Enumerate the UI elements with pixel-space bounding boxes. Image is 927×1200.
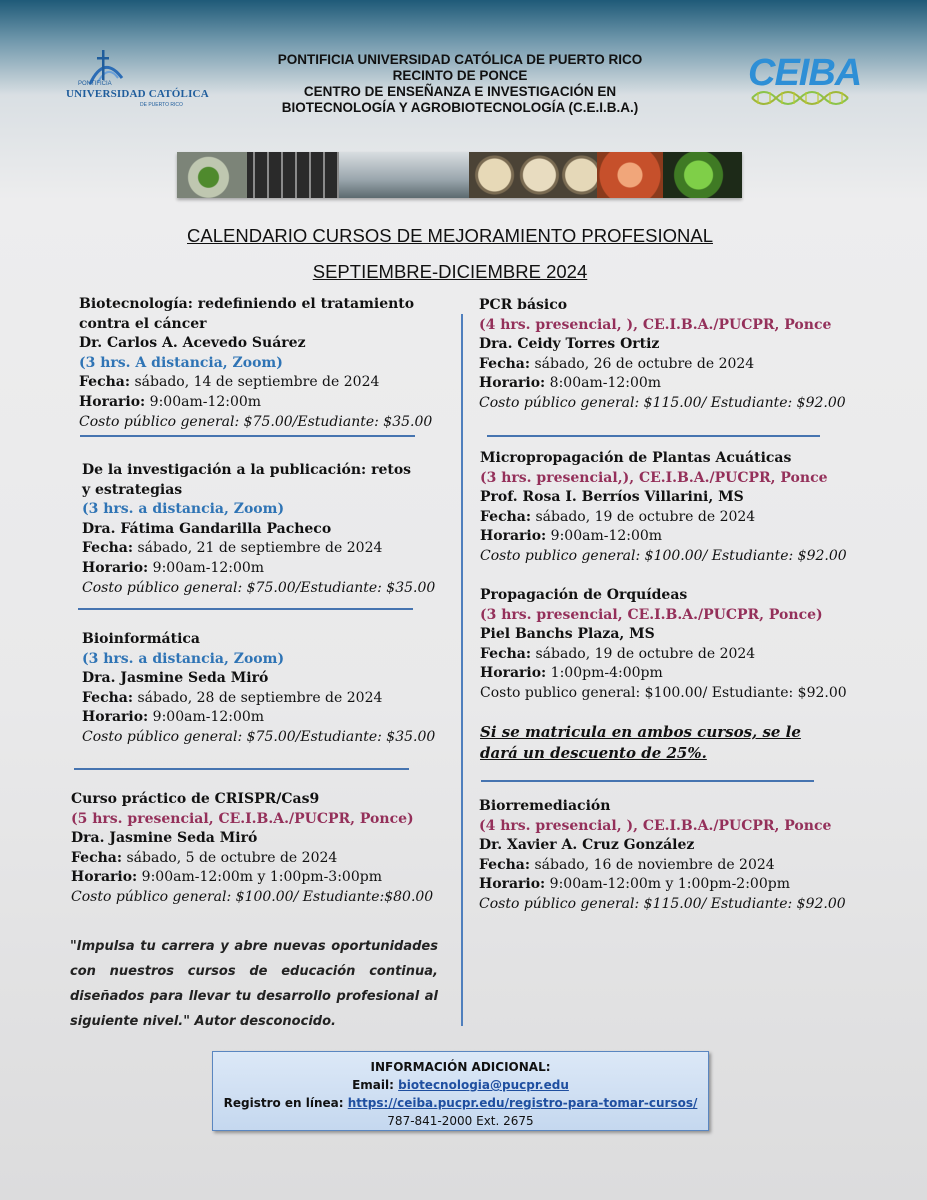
course-date: Fecha: sábado, 21 de septiembre de 2024 — [82, 540, 383, 557]
course-cost: Costo publico general: $100.00/ Estudiante: $92.00 — [480, 684, 847, 701]
test-tubes-photo — [339, 152, 469, 198]
gel-photo — [247, 152, 339, 198]
course-cost: Costo público general: $100.00/ Estudiante:$80.00 — [71, 888, 434, 905]
course-divider — [80, 435, 415, 437]
info-registro-row: Registro en línea: https://ceiba.pucpr.edu/registro-para-tomar-cursos/ — [223, 1096, 698, 1110]
course-instructor: Dr. Xavier A. Cruz González — [479, 837, 695, 854]
column-divider — [461, 314, 463, 1026]
course-instructor: Dr. Carlos A. Acevedo Suárez — [79, 335, 306, 352]
course-modality: (4 hrs. presencial, ), CE.I.B.A./PUCPR, Ponce — [479, 316, 832, 333]
header-line: BIOTECNOLOGÍA Y AGROBIOTECNOLOGÍA (C.E.I.B.A.) — [281, 100, 639, 115]
course-modality: (3 hrs. A distancia, Zoom) — [79, 354, 283, 371]
course-block — [82, 461, 454, 598]
logo-name: UNIVERSIDAD CATÓLICA — [66, 88, 209, 100]
plant-photo — [177, 152, 247, 198]
info-box — [212, 1051, 709, 1131]
ceiba-logo-text: CEIBA — [748, 52, 862, 94]
course-title: PCR básico — [479, 297, 568, 313]
course-modality: (3 hrs. presencial, CE.I.B.A./PUCPR, Ponce) — [480, 606, 823, 623]
course-block — [480, 586, 860, 704]
info-heading: INFORMACIÓN ADICIONAL: — [370, 1060, 551, 1074]
plant-leaves-photo — [663, 152, 742, 198]
email-link[interactable]: biotecnologia@pucpr.edu — [398, 1078, 569, 1092]
course-time: Horario: 9:00am-12:00m — [82, 709, 265, 726]
course-block — [479, 797, 859, 915]
course-instructor: Dra. Fátima Gandarilla Pacheco — [82, 520, 332, 537]
course-title: Bioinformática — [82, 631, 200, 647]
course-modality: (3 hrs. presencial,), CE.I.B.A./PUCPR, Ponce — [480, 469, 828, 486]
course-block — [82, 630, 454, 748]
course-title: Biorremediación — [479, 798, 611, 814]
ceiba-logo — [742, 52, 862, 112]
course-date: Fecha: sábado, 14 de septiembre de 2024 — [79, 374, 380, 391]
course-date: Fecha: sábado, 5 de octubre de 2024 — [71, 849, 338, 866]
course-instructor: Dra. Jasmine Seda Miró — [71, 830, 258, 847]
course-modality: (3 hrs. a distancia, Zoom) — [82, 650, 285, 667]
course-modality: (4 hrs. presencial, ), CE.I.B.A./PUCPR, Ponce — [479, 817, 832, 834]
course-instructor: Piel Banchs Plaza, MS — [480, 626, 655, 643]
course-block — [480, 449, 860, 567]
course-title: Curso práctico de CRISPR/Cas9 — [71, 791, 320, 807]
course-cost: Costo público general: $75.00/Estudiante: $35.00 — [79, 413, 433, 430]
header-line: PONTIFICIA UNIVERSIDAD CATÓLICA DE PUERTO RICO — [277, 52, 643, 67]
course-date: Fecha: sábado, 26 de octubre de 2024 — [479, 355, 755, 372]
course-date: Fecha: sábado, 16 de noviembre de 2024 — [479, 856, 775, 873]
course-cost: Costo público general: $115.00/ Estudiante: $92.00 — [479, 394, 846, 411]
info-email-row: Email: biotecnologia@pucpr.edu — [352, 1078, 569, 1092]
institution-header — [240, 52, 680, 116]
course-title: Propagación de Orquídeas — [480, 587, 688, 603]
logo-small-bottom: DE PUERTO RICO — [140, 102, 183, 108]
course-title: De la investigación a la publicación: retos y estrategias — [82, 462, 412, 498]
page-subtitle: SEPTIEMBRE-DICIEMBRE 2024 — [312, 261, 588, 282]
course-time: Horario: 1:00pm-4:00pm — [480, 665, 663, 682]
course-divider — [74, 768, 409, 770]
logo-small-top: PONTIFICIA — [78, 81, 112, 87]
course-block — [79, 295, 451, 432]
course-instructor: Prof. Rosa I. Berríos Villarini, MS — [480, 489, 744, 506]
course-title: Micropropagación de Plantas Acuáticas — [480, 450, 792, 466]
registro-link[interactable]: https://ceiba.pucpr.edu/registro-para-tomar-cursos/ — [347, 1096, 698, 1110]
quote: "Impulsa tu carrera y abre nuevas oportunidades con nuestros cursos de educación continua, diseñados para llevar tu desarrollo profesional al siguiente nivel." Autor desconocido. — [70, 939, 438, 1029]
course-instructor: Dra. Jasmine Seda Miró — [82, 670, 269, 687]
course-cost: Costo público general: $115.00/ Estudiante: $92.00 — [479, 895, 846, 912]
course-modality: (5 hrs. presencial, CE.I.B.A./PUCPR, Ponce) — [71, 810, 414, 827]
dna-helix-icon — [750, 86, 854, 110]
course-cost: Costo público general: $75.00/Estudiante: $35.00 — [82, 728, 436, 745]
course-cost: Costo público general: $75.00/Estudiante: $35.00 — [82, 579, 436, 596]
course-divider — [78, 608, 413, 610]
course-date: Fecha: sábado, 19 de octubre de 2024 — [480, 645, 756, 662]
header-line: RECINTO DE PONCE — [392, 68, 528, 83]
course-time: Horario: 9:00am-12:00m y 1:00pm-2:00pm — [479, 876, 790, 893]
course-date: Fecha: sábado, 28 de septiembre de 2024 — [82, 689, 383, 706]
course-modality: (3 hrs. a distancia, Zoom) — [82, 501, 285, 518]
course-date: Fecha: sábado, 19 de octubre de 2024 — [480, 508, 756, 525]
header-line: CENTRO DE ENSEÑANZA E INVESTIGACIÓN EN — [303, 84, 617, 99]
course-cost: Costo publico general: $100.00/ Estudiante: $92.00 — [480, 547, 847, 564]
course-divider — [481, 780, 814, 782]
course-divider — [487, 435, 820, 437]
course-time: Horario: 9:00am-12:00m y 1:00pm-3:00pm — [71, 869, 382, 886]
culture-plate-photo — [597, 152, 663, 198]
page-title: CALENDARIO CURSOS DE MEJORAMIENTO PROFESIONAL — [187, 225, 713, 246]
photo-strip — [177, 152, 742, 198]
course-block — [479, 296, 859, 414]
course-block — [71, 790, 451, 908]
course-time: Horario: 9:00am-12:00m — [480, 528, 663, 545]
university-logo — [66, 48, 209, 112]
petri-dishes-photo — [469, 152, 597, 198]
course-instructor: Dra. Ceidy Torres Ortiz — [479, 336, 660, 353]
course-time: Horario: 9:00am-12:00m — [79, 393, 262, 410]
course-title: Biotecnología: redefiniendo el tratamiento contra el cáncer — [79, 296, 415, 332]
info-phone: 787-841-2000 Ext. 2675 — [387, 1114, 534, 1128]
discount-note: Si se matricula en ambos cursos, se le dará un descuento de 25%. — [480, 723, 801, 762]
course-time: Horario: 9:00am-12:00m — [82, 559, 265, 576]
course-time: Horario: 8:00am-12:00m — [479, 375, 662, 392]
